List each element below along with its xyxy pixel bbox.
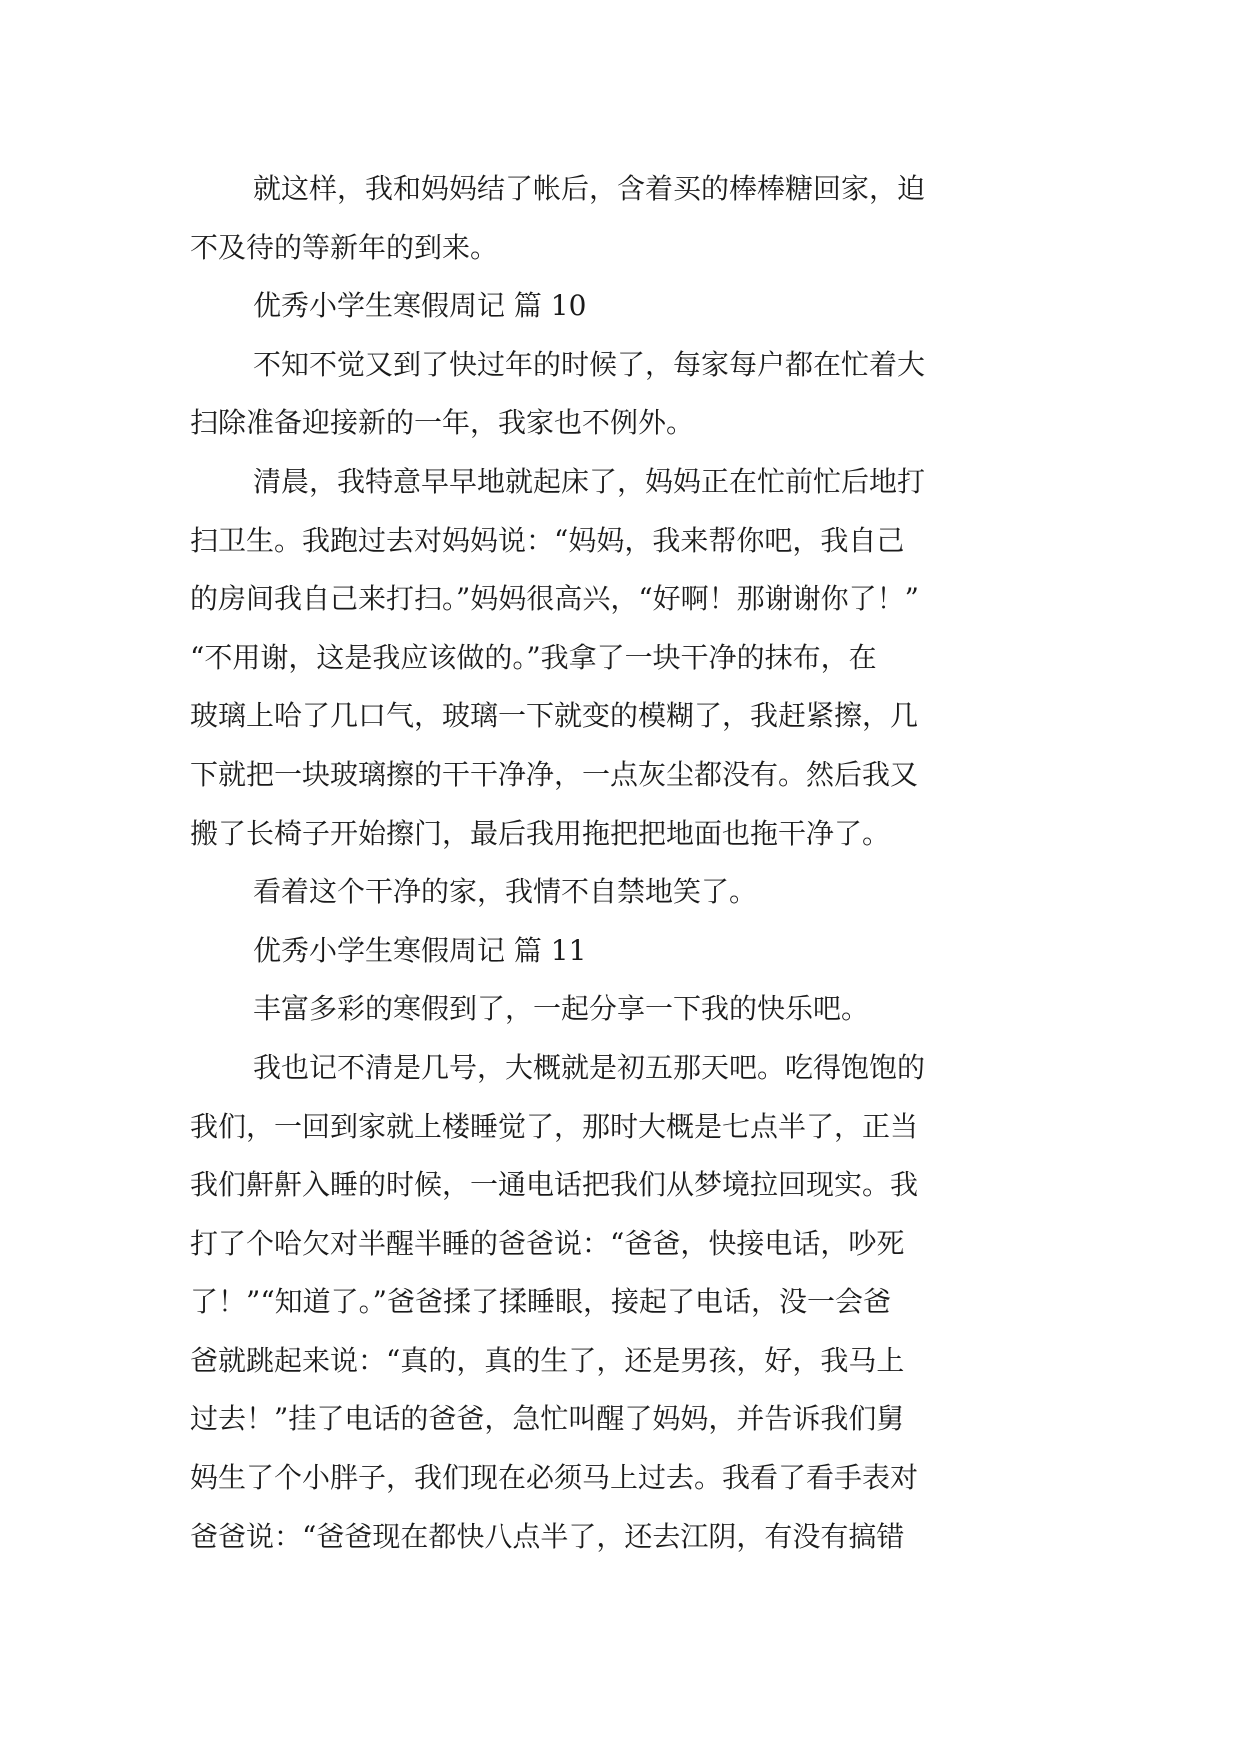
text-line: 扫卫生。我跑过去对妈妈说：“妈妈，我来帮你吧，我自己	[190, 523, 905, 557]
text-line: “不用谢，这是我应该做的。”我拿了一块干净的抹布，在	[190, 640, 877, 674]
text-line: 优秀小学生寒假周记 篇 11	[253, 933, 587, 967]
text-line: 妈生了个小胖子，我们现在必须马上过去。我看了看手表对	[190, 1461, 919, 1495]
text-line: 优秀小学生寒假周记 篇 10	[253, 289, 587, 323]
text-line: 丰富多彩的寒假到了，一起分享一下我的快乐吧。	[253, 992, 870, 1026]
text-line: 打了个哈欠对半醒半睡的爸爸说：“爸爸，快接电话，吵死	[190, 1226, 905, 1260]
text-line: 搬了长椅子开始擦门，最后我用拖把把地面也拖干净了。	[190, 816, 891, 850]
text-line: 就这样，我和妈妈结了帐后，含着买的棒棒糖回家，迫	[253, 172, 926, 205]
text-line: 扫除准备迎接新的一年，我家也不例外。	[190, 406, 695, 440]
text-line: 爸爸说：“爸爸现在都快八点半了，还去江阴，有没有搞错	[190, 1519, 905, 1553]
document-body	[190, 160, 1050, 1566]
text-line: 的房间我自己来打扫。”妈妈很高兴，“好啊！那谢谢你了！”	[190, 582, 919, 616]
text-line: 清晨，我特意早早地就起床了，妈妈正在忙前忙后地打	[253, 464, 926, 498]
text-line: 我们，一回到家就上楼睡觉了，那时大概是七点半了，正当	[190, 1109, 919, 1143]
text-line: 了！”“知道了。”爸爸揉了揉睡眼，接起了电话，没一会爸	[190, 1285, 891, 1319]
text-line: 不及待的等新年的到来。	[190, 230, 499, 264]
text-line: 玻璃上哈了几口气，玻璃一下就变的模糊了，我赶紧擦，几	[190, 699, 919, 733]
text-line: 我也记不清是几号，大概就是初五那天吧。吃得饱饱的	[253, 1050, 926, 1084]
text-line: 看着这个干净的家，我情不自禁地笑了。	[253, 875, 758, 909]
text-line: 过去！”挂了电话的爸爸，急忙叫醒了妈妈，并告诉我们舅	[190, 1402, 905, 1436]
text-line: 不知不觉又到了快过年的时候了，每家每户都在忙着大	[253, 347, 926, 381]
text-line: 爸就跳起来说：“真的，真的生了，还是男孩，好，我马上	[190, 1343, 905, 1377]
text-line: 下就把一块玻璃擦的干干净净，一点灰尘都没有。然后我又	[190, 757, 919, 791]
text-line: 我们鼾鼾入睡的时候，一通电话把我们从梦境拉回现实。我	[190, 1168, 919, 1202]
